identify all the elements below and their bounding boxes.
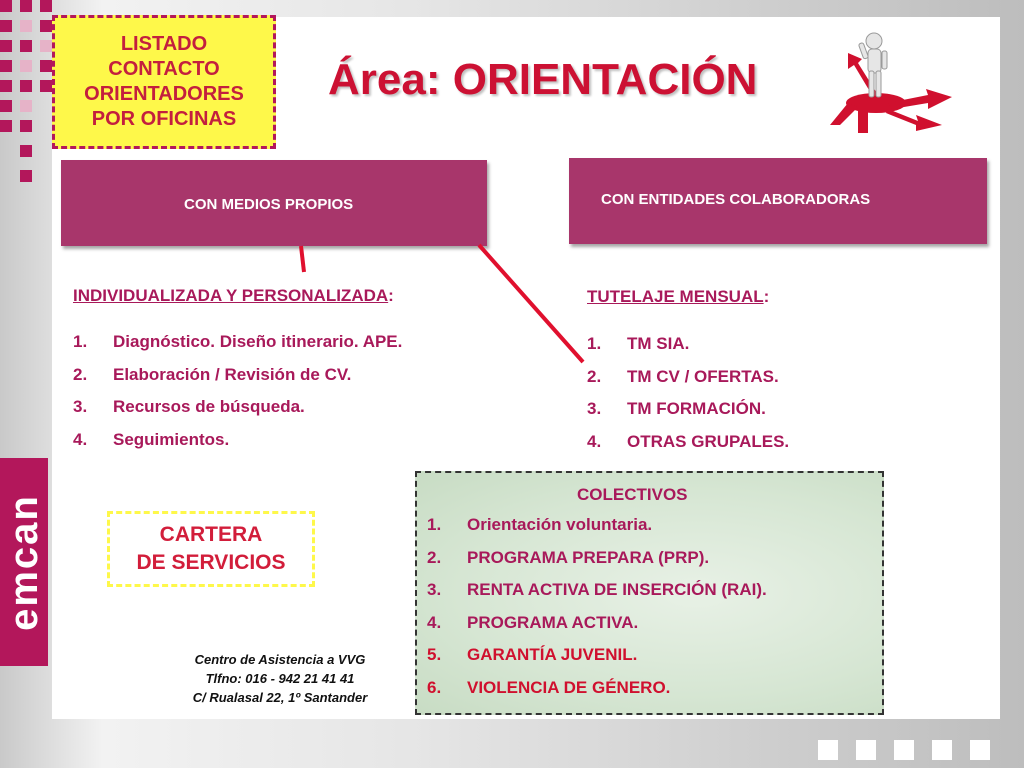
center-name: Centro de Asistencia a VVG bbox=[194, 652, 366, 667]
item-text: Elaboración / Revisión de CV. bbox=[113, 364, 352, 384]
item-text: Recursos de búsqueda. bbox=[113, 397, 305, 416]
collectives-title: COLECTIVOS bbox=[577, 485, 688, 504]
slide-nav-squares bbox=[818, 740, 990, 760]
item-text: TM FORMACIÓN. bbox=[627, 399, 766, 418]
item-text: VIOLENCIA DE GÉNERO. bbox=[467, 677, 671, 697]
nav-square[interactable] bbox=[856, 740, 876, 760]
title-suffix: : bbox=[763, 287, 770, 306]
collaborating-entities-header bbox=[569, 158, 987, 244]
own-resources-label: CON MEDIOS PROPIOS bbox=[184, 196, 354, 213]
item-number: 2. bbox=[73, 364, 88, 384]
center-phone: Tlfno: 016 - 942 21 41 41 bbox=[205, 671, 355, 686]
item-text: PROGRAMA ACTIVA. bbox=[467, 612, 639, 632]
monthly-tutelage-section-title bbox=[587, 287, 769, 307]
item-number: 4. bbox=[587, 431, 602, 451]
item-number: 1. bbox=[427, 515, 442, 534]
title-box-line: CONTACTO bbox=[108, 58, 220, 80]
item-number: 6. bbox=[427, 677, 442, 697]
item-text: PROGRAMA PREPARA (PRP). bbox=[467, 547, 710, 567]
item-number: 3. bbox=[587, 399, 602, 418]
item-number: 3. bbox=[73, 397, 88, 416]
nav-square[interactable] bbox=[818, 740, 838, 760]
vvg-center-info bbox=[160, 650, 400, 707]
cartera-line1: CARTERA bbox=[159, 523, 263, 546]
item-number: 3. bbox=[427, 580, 442, 599]
item-text: TM CV / OFERTAS. bbox=[627, 366, 779, 386]
service-portfolio-box[interactable] bbox=[107, 511, 315, 587]
title-box-line: POR OFICINAS bbox=[91, 108, 237, 130]
item-text: Diagnóstico. Diseño itinerario. APE. bbox=[113, 332, 403, 351]
item-text: Seguimientos. bbox=[113, 429, 230, 449]
title-box-line: ORIENTADORES bbox=[84, 83, 244, 105]
collectives-box bbox=[415, 471, 884, 715]
item-text: TM SIA. bbox=[627, 334, 690, 353]
cartera-line2: DE SERVICIOS bbox=[136, 551, 286, 574]
page-title: Área: ORIENTACIÓN bbox=[328, 55, 758, 104]
nav-square[interactable] bbox=[894, 740, 914, 760]
item-number: 1. bbox=[73, 332, 88, 351]
item-number: 4. bbox=[427, 612, 442, 632]
item-text: OTRAS GRUPALES. bbox=[627, 431, 790, 451]
individualized-section-title bbox=[73, 286, 394, 306]
center-address: C/ Rualasal 22, 1º Santander bbox=[192, 690, 368, 705]
individualized-title-text: INDIVIDUALIZADA Y PERSONALIZADA bbox=[73, 286, 389, 305]
item-text: RENTA ACTIVA DE INSERCIÓN (RAI). bbox=[467, 580, 767, 599]
item-number: 1. bbox=[587, 334, 602, 353]
decorative-squares bbox=[0, 0, 52, 185]
nav-square[interactable] bbox=[970, 740, 990, 760]
own-resources-header bbox=[61, 160, 487, 246]
title-suffix: : bbox=[388, 286, 394, 305]
nav-square[interactable] bbox=[932, 740, 952, 760]
item-number: 2. bbox=[427, 547, 442, 567]
emcan-logo bbox=[0, 458, 48, 666]
item-text: GARANTÍA JUVENIL. bbox=[467, 645, 638, 664]
item-number: 2. bbox=[587, 366, 602, 386]
item-number: 4. bbox=[73, 429, 88, 449]
title-box-line: LISTADO bbox=[120, 33, 208, 55]
item-text: Orientación voluntaria. bbox=[467, 515, 653, 534]
item-number: 5. bbox=[427, 645, 442, 664]
person-at-crossroads-arrows-icon bbox=[828, 25, 968, 135]
monthly-tutelage-title-text: TUTELAJE MENSUAL bbox=[587, 287, 764, 306]
contact-list-link-box[interactable] bbox=[52, 15, 276, 149]
collaborating-entities-label: CON ENTIDADES COLABORADORAS bbox=[601, 191, 871, 208]
logo-text: emcan bbox=[1, 493, 46, 631]
